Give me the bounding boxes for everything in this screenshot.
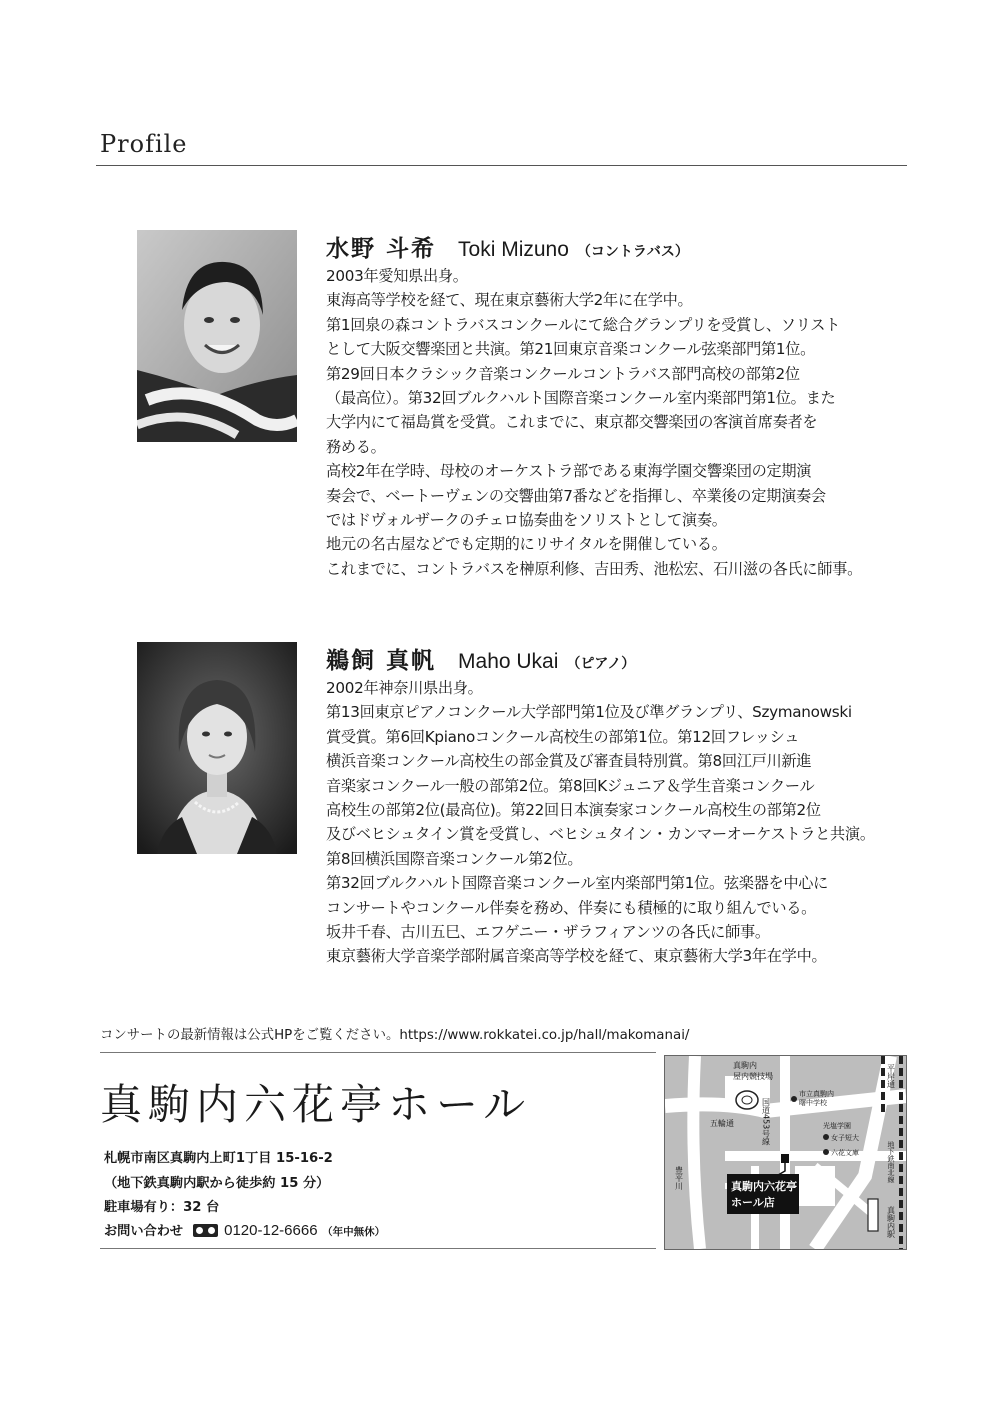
bio-line: 務める。: [326, 437, 386, 456]
contact-label: お問い合わせ: [104, 1224, 184, 1239]
instrument-label: （ピアノ）: [566, 656, 636, 672]
footer-bottom-divider: [100, 1248, 656, 1249]
stadium-icon: [736, 1091, 758, 1109]
biography: [326, 264, 886, 581]
bio-line: 音楽家コンクール一般の部第2位。第8回Kジュニア＆学生音楽コンクール: [326, 776, 815, 795]
stadium-label: 真駒内 屋内競技場: [733, 1061, 773, 1081]
school-marker-icon: [791, 1096, 797, 1102]
library-label: 六花文庫: [831, 1149, 859, 1157]
hall-contact: [104, 1220, 385, 1239]
page-title: Profile: [100, 130, 188, 158]
hall-parking: 駐車場有り：32 台: [104, 1200, 220, 1215]
bio-line: 及びベヒシュタイン賞を受賞し、ベヒシュタイン・カンマーオーケストラと共演。: [326, 825, 875, 844]
bio-line: 2002年神奈川県出身。: [326, 679, 483, 697]
hall-logo: 真駒内六花亭ホール: [100, 1080, 532, 1129]
hall-map-label-line2: ホール店: [731, 1196, 775, 1209]
station-label: 真駒内駅: [886, 1206, 896, 1238]
access-map: [664, 1055, 907, 1250]
bio-line: 第1回泉の森コントラバスコンクールにて総合グランプリを受賞し、ソリスト: [326, 315, 841, 334]
website-note: コンサートの最新情報は公式HPをご覧ください。https://www.rokkatei.co.jp/hall/makomanai/: [100, 1028, 690, 1043]
bio-line: ではドヴォルザークのチェロ協奏曲をソリストとして演奏。: [326, 511, 727, 530]
bio-line: として大阪交響楽団と共演。第21回東京音楽コンクール弦楽部門第1位。: [326, 340, 815, 359]
bio-line: 第13回東京ピアノコンクール大学部門第1位及び準グランプリ、Szymanowski: [326, 703, 852, 722]
college-marker-icon: [823, 1134, 829, 1140]
hall-map-label-line1: 真駒内六花亭: [731, 1180, 797, 1193]
footer-divider: [100, 1052, 656, 1053]
hall-marker-icon: [781, 1154, 789, 1163]
name-japanese: 鵜飼 真帆: [326, 648, 437, 674]
bio-line: 奏会で、ベートーヴェンの交響曲第7番などを指揮し、卒業後の定期演奏会: [326, 486, 826, 505]
hall-address: 札幌市南区真駒内上町1丁目 15-16-2: [104, 1151, 333, 1166]
bio-line: 大学内にて福島賞を受賞。これまでに、東京都交響楽団の客演首席奏者を: [326, 413, 818, 432]
bio-line: 2003年愛知県出身。: [326, 267, 468, 285]
bio-line: 第32回ブルクハルト国際音楽コンクール室内楽部門第1位。弦楽器を中心に: [326, 874, 829, 893]
portrait-photo: [137, 230, 297, 442]
river-label: 豊平川: [674, 1166, 684, 1190]
title-divider: [96, 165, 907, 166]
bio-line: 東海高等学校を経て、現在東京藝術大学2年に在学中。: [326, 291, 693, 310]
name-english: Maho Ukai: [458, 650, 559, 673]
free-dial-icon: [193, 1224, 218, 1237]
name-english: Toki Mizuno: [458, 238, 569, 261]
bio-line: 坂井千春、古川五巳、エフゲニー・ザラフィアンツの各氏に師事。: [326, 923, 770, 942]
biography: [326, 676, 886, 969]
bio-line: これまでに、コントラバスを榊原利修、吉田秀、池松宏、石川滋の各氏に師事。: [326, 559, 862, 578]
street-label: 平岸通: [886, 1064, 896, 1088]
bio-line: 東京藝術大学音楽学部附属音楽高等学校を経て、東京藝術大学3年在学中。: [326, 947, 827, 966]
bio-line: （最高位）。第32回ブルクハルト国際音楽コンクール室内楽部門第1位。また: [326, 389, 836, 408]
instrument-label: （コントラバス）: [576, 244, 689, 260]
library-marker-icon: [823, 1149, 829, 1155]
hall-access: （地下鉄真駒内駅から徒歩約 15 分）: [104, 1176, 330, 1191]
bio-line: 高校2年在学時、母校のオーケストラ部である東海学園交響楽団の定期演: [326, 462, 812, 481]
subway-label: 地下鉄南北線: [887, 1141, 895, 1183]
road-label: 五輪通: [710, 1119, 734, 1128]
phone-note: （年中無休）: [322, 1226, 386, 1238]
phone-number: 0120-12-6666: [224, 1222, 318, 1239]
route-label: 国道453号線: [761, 1098, 771, 1146]
bio-line: 高校生の部第2位(最高位)。第22回日本演奏家コンクール高校生の部第2位: [326, 801, 821, 820]
school-label: 市立真駒内 曙中学校: [799, 1090, 834, 1107]
name-japanese: 水野 斗希: [326, 236, 437, 262]
bio-line: コンサートやコンクール伴奏を務め、伴奏にも積極的に取り組んでいる。: [326, 898, 817, 917]
bio-line: 地元の名古屋などでも定期的にリサイタルを開催している。: [326, 535, 727, 554]
portrait-photo: [137, 642, 297, 854]
station-icon: [868, 1199, 878, 1231]
bio-line: 賞受賞。第6回Kpianoコンクール高校生の部第1位。第12回フレッシュ: [326, 727, 800, 746]
bio-line: 第29回日本クラシック音楽コンクールコントラバス部門高校の部第2位: [326, 364, 800, 383]
college-label: 光塩学園 女子短大: [823, 1122, 859, 1142]
bio-line: 横浜音楽コンクール高校生の部金賞及び審査員特別賞。第8回江戸川新進: [326, 752, 812, 771]
bio-line: 第8回横浜国際音楽コンクール第2位。: [326, 849, 583, 868]
